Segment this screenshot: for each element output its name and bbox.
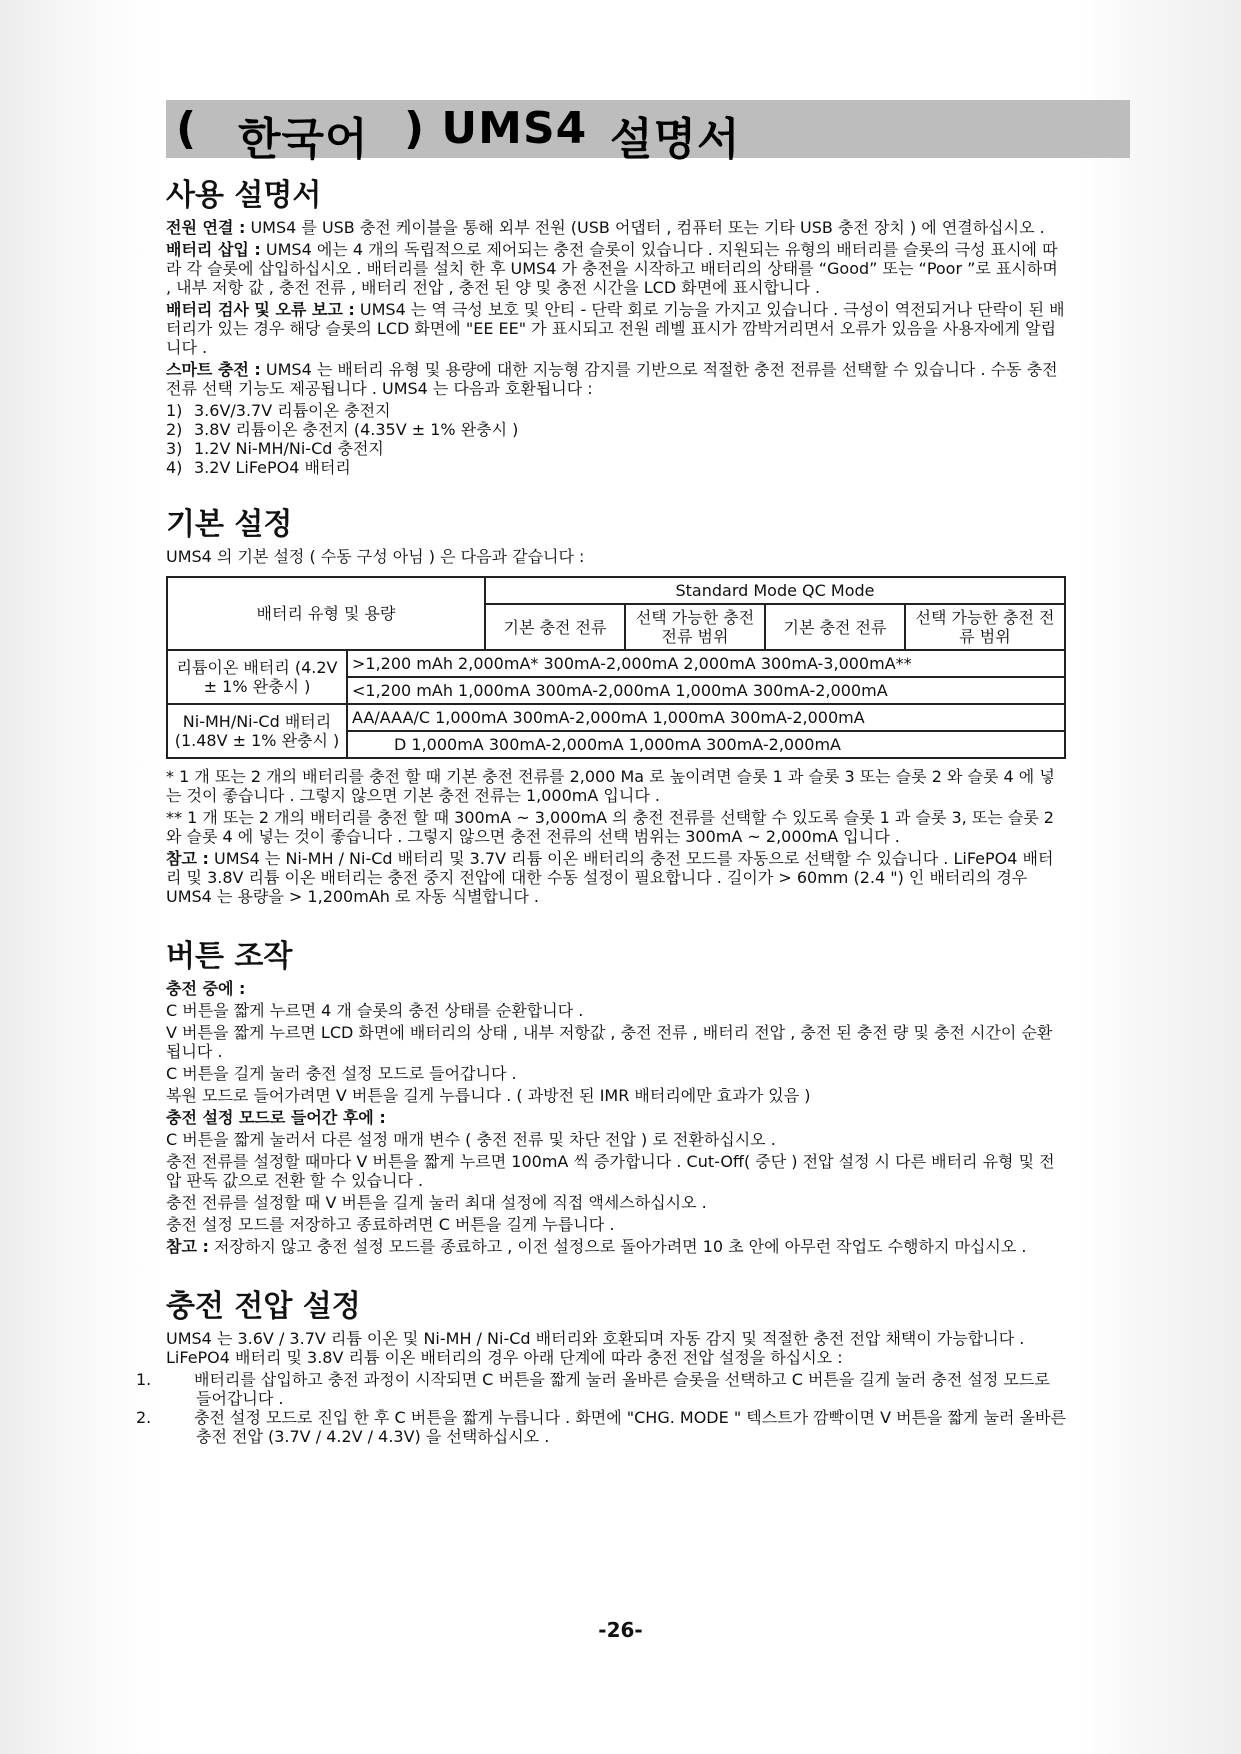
- page-number: -26-: [598, 1618, 643, 1642]
- text-smart: UMS4 는 배터리 유형 및 용량에 대한 지능형 감지를 기반으로 적절한 충전 전류를 선택할 수 있습니다 . 수동 충전 전류 선택 기능도 제공됩니다 . UMS4 는 다음과 호환됩니다 :: [166, 360, 1058, 398]
- table-header-col3: 기본 충전 전류: [765, 604, 905, 650]
- para-default-intro: UMS4 의 기본 설정 ( 수동 구성 아님 ) 은 다음과 같습니다 :: [166, 547, 585, 566]
- title-language: 한국어: [238, 114, 369, 165]
- content: [136, 178, 1066, 1446]
- label-insert: 배터리 삽입 :: [166, 240, 261, 259]
- label-check: 배터리 검사 및 오류 보고 :: [166, 300, 355, 319]
- heading-default-settings: 기본 설정: [166, 507, 293, 542]
- para-note: [166, 1237, 1066, 1256]
- step-item: 1. 배터리를 삽입하고 충전 과정이 시작되면 C 버튼을 짧게 눌러 올바른 슬롯을 선택하고 C 버튼을 길게 눌러 충전 설정 모드로 들어갑니다 .: [136, 1370, 1050, 1408]
- line-item: C 버튼을 짧게 누르면 4 개 슬롯의 충전 상태를 순환합니다 .: [166, 1001, 584, 1020]
- table-header-col1: 기본 충전 전류: [485, 604, 625, 650]
- para-insert: [166, 240, 1066, 297]
- compat-list: [166, 401, 1066, 477]
- text-check: UMS4 는 역 극성 보호 및 안티 - 단락 회로 기능을 가지고 있습니다 . 극성이 역전되거나 단락이 된 배터리가 있는 경우 해당 슬롯의 LCD 화면에 "EE EE" 가 표시되고 전원 레벨 표시가 깜박거리면서 오류가 있음을 사용자에게 알립니다 .: [166, 300, 1065, 357]
- table-header-mode: Standard Mode QC Mode: [485, 577, 1065, 604]
- text-reference: UMS4 는 Ni-MH / Ni-Cd 배터리 및 3.7V 리튬 이온 배터리의 충전 모드를 자동으로 선택할 수 있습니다 . LiFePO4 배터리 및 3.8V 리튬 이온 배터리는 충전 중지 전압에 대한 수동 설정이 필요합니다 . 길이가 > 60mm (2.4 ") 인 배터리의 경우 UMS4 는 용량을 > 1,200mAh 로 자동 식별합니다 .: [166, 849, 1054, 906]
- line-item: 충전 전류를 설정할 때마다 V 버튼을 짧게 누르면 100mA 씩 증가합니다 . Cut-Off( 중단 ) 전압 설정 시 다른 배터리 유형 및 전압 판독 값으로 전환 할 수 있습니다 .: [166, 1152, 1055, 1190]
- text-insert: UMS4 에는 4 개의 독립적으로 제어되는 충전 슬롯이 있습니다 . 지원되는 유형의 배터리를 슬롯의 극성 표시에 따라 각 슬롯에 삽입하십시오 . 배터리를 설치 한 후 UMS4 가 충전을 시작하고 배터리의 상태를 “Good” 또는 “Poor ”로 표시하며 , 내부 저항 값 , 충전 전류 , 배터리 전압 , 충전 된 양 및 충전 시간을 LCD 화면에 표시합니다 .: [166, 240, 1058, 297]
- line-item: C 버튼을 길게 눌러 충전 설정 모드로 들어갑니다 .: [166, 1064, 517, 1083]
- table-header-col2: 선택 가능한 충전 전류 범위: [625, 604, 765, 650]
- subheading-charging: 충전 중에 :: [166, 979, 246, 998]
- para-voltage-intro: UMS4 는 3.6V / 3.7V 리튬 이온 및 Ni-MH / Ni-Cd 배터리와 호환되며 자동 감지 및 적절한 충전 전압 채택이 가능합니다 . LiFePO4 배터리 및 3.8V 리튬 이온 배터리의 경우 아래 단계에 따라 충전 전압 설정을 하십시오 :: [166, 1329, 1025, 1367]
- table-header-type: 배터리 유형 및 용량: [167, 577, 485, 650]
- label-note: 참고 :: [166, 1237, 209, 1256]
- para-check: [166, 300, 1066, 357]
- table-type-liion: 리튬이온 배터리 (4.2V ± 1% 완충시 ): [167, 650, 347, 704]
- title-model: ) UMS4: [404, 103, 588, 154]
- para-reference: [166, 849, 1066, 906]
- subheading-setting-mode: 충전 설정 모드로 들어간 후에 :: [166, 1108, 386, 1127]
- line-item: C 버튼을 짧게 눌러서 다른 설정 매개 변수 ( 충전 전류 및 차단 전압 ) 로 전환하십시오 .: [166, 1130, 776, 1149]
- table-header-col4: 선택 가능한 충전 전류 범위: [905, 604, 1065, 650]
- table-row: AA/AAA/C 1,000mA 300mA-2,000mA 1,000mA 300mA-2,000mA: [347, 704, 1065, 731]
- line-item: 충전 설정 모드를 저장하고 종료하려면 C 버튼을 길게 누릅니다 .: [166, 1215, 615, 1234]
- default-settings-table: [166, 576, 1066, 759]
- step-item: 2. 충전 설정 모드로 진입 한 후 C 버튼을 짧게 누릅니다 . 화면에 "CHG. MODE " 텍스트가 깜빡이면 V 버튼을 짧게 눌러 올바른 충전 전압 (3.7V / 4.2V / 4.3V) 을 선택하십시오 .: [136, 1408, 1066, 1446]
- heading-charge-voltage: 충전 전압 설정: [166, 1289, 361, 1324]
- line-item: V 버튼을 짧게 누르면 LCD 화면에 배터리의 상태 , 내부 저항값 , 충전 전류 , 배터리 전압 , 충전 된 충전 량 및 충전 시간이 순환됩니다 .: [166, 1023, 1053, 1061]
- label-smart: 스마트 충전 :: [166, 360, 261, 379]
- footnote-1: * 1 개 또는 2 개의 배터리를 충전 할 때 기본 충전 전류를 2,000 Ma 로 높이려면 슬롯 1 과 슬롯 3 또는 슬롯 2 와 슬롯 4 에 넣는 것이 좋습니다 . 그렇지 않으면 기본 충전 전류는 1,000mA 입니다 .: [166, 767, 1055, 805]
- list-item: 3) 1.2V Ni-MH/Ni-Cd 충전지: [166, 439, 384, 458]
- footnote-2: ** 1 개 또는 2 개의 배터리를 충전 할 때 300mA ~ 3,000mA 의 충전 전류를 선택할 수 있도록 슬롯 1 과 슬롯 3, 또는 슬롯 2 와 슬롯 4 에 넣는 것이 좋습니다 . 그렇지 않으면 충전 전류의 선택 범위는 300mA ~ 2,000mA 입니다 .: [166, 808, 1054, 846]
- text-power: UMS4 를 USB 충전 케이블을 통해 외부 전원 (USB 어댑터 , 컴퓨터 또는 기타 USB 충전 장치 ) 에 연결하십시오 .: [245, 218, 1045, 237]
- table-type-nimh: Ni-MH/Ni-Cd 배터리 (1.48V ± 1% 완충시 ): [167, 704, 347, 758]
- heading-usage: 사용 설명서: [166, 178, 322, 213]
- text-note: 저장하지 않고 충전 설정 모드를 종료하고 , 이전 설정으로 돌아가려면 10 초 안에 아무런 작업도 수행하지 마십시오 .: [208, 1237, 1027, 1256]
- label-reference: 참고 :: [166, 849, 209, 868]
- title-bar: [166, 100, 1130, 165]
- list-item: 1) 3.6V/3.7V 리튬이온 충전지: [166, 401, 391, 420]
- para-power: [166, 218, 1066, 237]
- label-power: 전원 연결 :: [166, 218, 246, 237]
- list-item: 2) 3.8V 리튬이온 충전지 (4.35V ± 1% 완충시 ): [166, 420, 519, 439]
- para-smart: [166, 360, 1066, 398]
- line-item: 복원 모드로 들어가려면 V 버튼을 길게 누릅니다 . ( 과방전 된 IMR 배터리에만 효과가 있음 ): [166, 1086, 811, 1105]
- title-open-paren: (: [176, 103, 198, 154]
- table-row: >1,200 mAh 2,000mA* 300mA-2,000mA 2,000mA 300mA-3,000mA**: [347, 650, 1065, 677]
- table-row: D 1,000mA 300mA-2,000mA 1,000mA 300mA-2,000mA: [347, 731, 1065, 758]
- heading-button-operation: 버튼 조작: [166, 939, 293, 974]
- line-item: 충전 전류를 설정할 때 V 버튼을 길게 눌러 최대 설정에 직접 액세스하십시오 .: [166, 1193, 707, 1212]
- title-manual: 설명서: [610, 114, 741, 165]
- table-row: <1,200 mAh 1,000mA 300mA-2,000mA 1,000mA 300mA-2,000mA: [347, 677, 1065, 704]
- list-item: 4) 3.2V LiFePO4 배터리: [166, 458, 351, 477]
